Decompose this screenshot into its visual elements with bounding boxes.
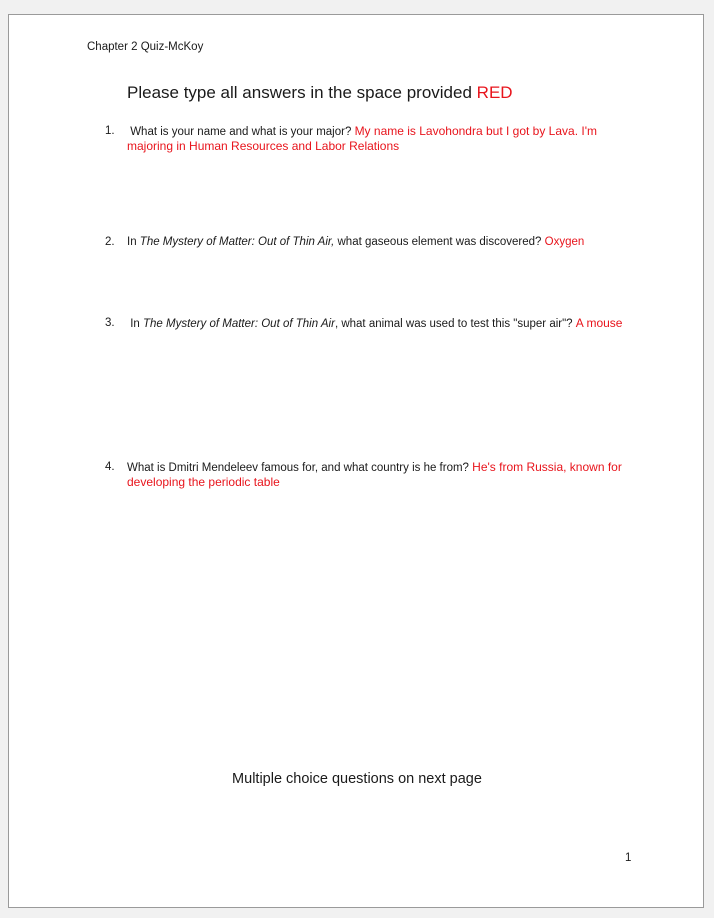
question-body [127,124,645,154]
question-body [127,316,645,331]
question-text: What is Dmitri Mendeleev famous for, and what country is he from? [127,462,469,474]
page-header: Chapter 2 Quiz-McKoy [87,41,204,53]
question-number: 1. [105,125,115,137]
instructions [127,83,513,103]
question-4 [105,460,645,490]
question-body [127,235,645,249]
film-title: The Mystery of Matter: Out of Thin Air, [139,236,335,248]
question-2 [105,235,645,249]
question-number: 3. [105,317,115,329]
instructions-highlight: RED [476,83,513,102]
answer-text[interactable]: My name is Lavohondra but I got by Lava. I'm majoring in Human Resources and Labor Relations [127,124,597,153]
question-number: 4. [105,461,115,473]
answer-text[interactable]: He's from Russia, known for developing the periodic table [127,460,622,489]
question-body [127,460,645,490]
question-text: what gaseous element was discovered? [337,236,542,248]
question-text: What is your name and what is your major? [130,126,352,138]
answer-text[interactable]: Oxygen [544,236,585,248]
page-number: 1 [625,852,632,864]
question-1 [105,124,645,154]
film-title: The Mystery of Matter: Out of Thin Air [143,318,335,330]
answer-text[interactable]: A mouse [575,316,623,330]
question-prefix: In [130,318,140,330]
instructions-text: Please type all answers in the space provided [127,83,472,102]
footer-note: Multiple choice questions on next page [232,771,482,787]
question-3 [105,316,645,331]
question-prefix: In [127,236,137,248]
document-page [8,14,704,908]
question-text: , what animal was used to test this "super air"? [334,318,573,330]
question-number: 2. [105,236,115,248]
